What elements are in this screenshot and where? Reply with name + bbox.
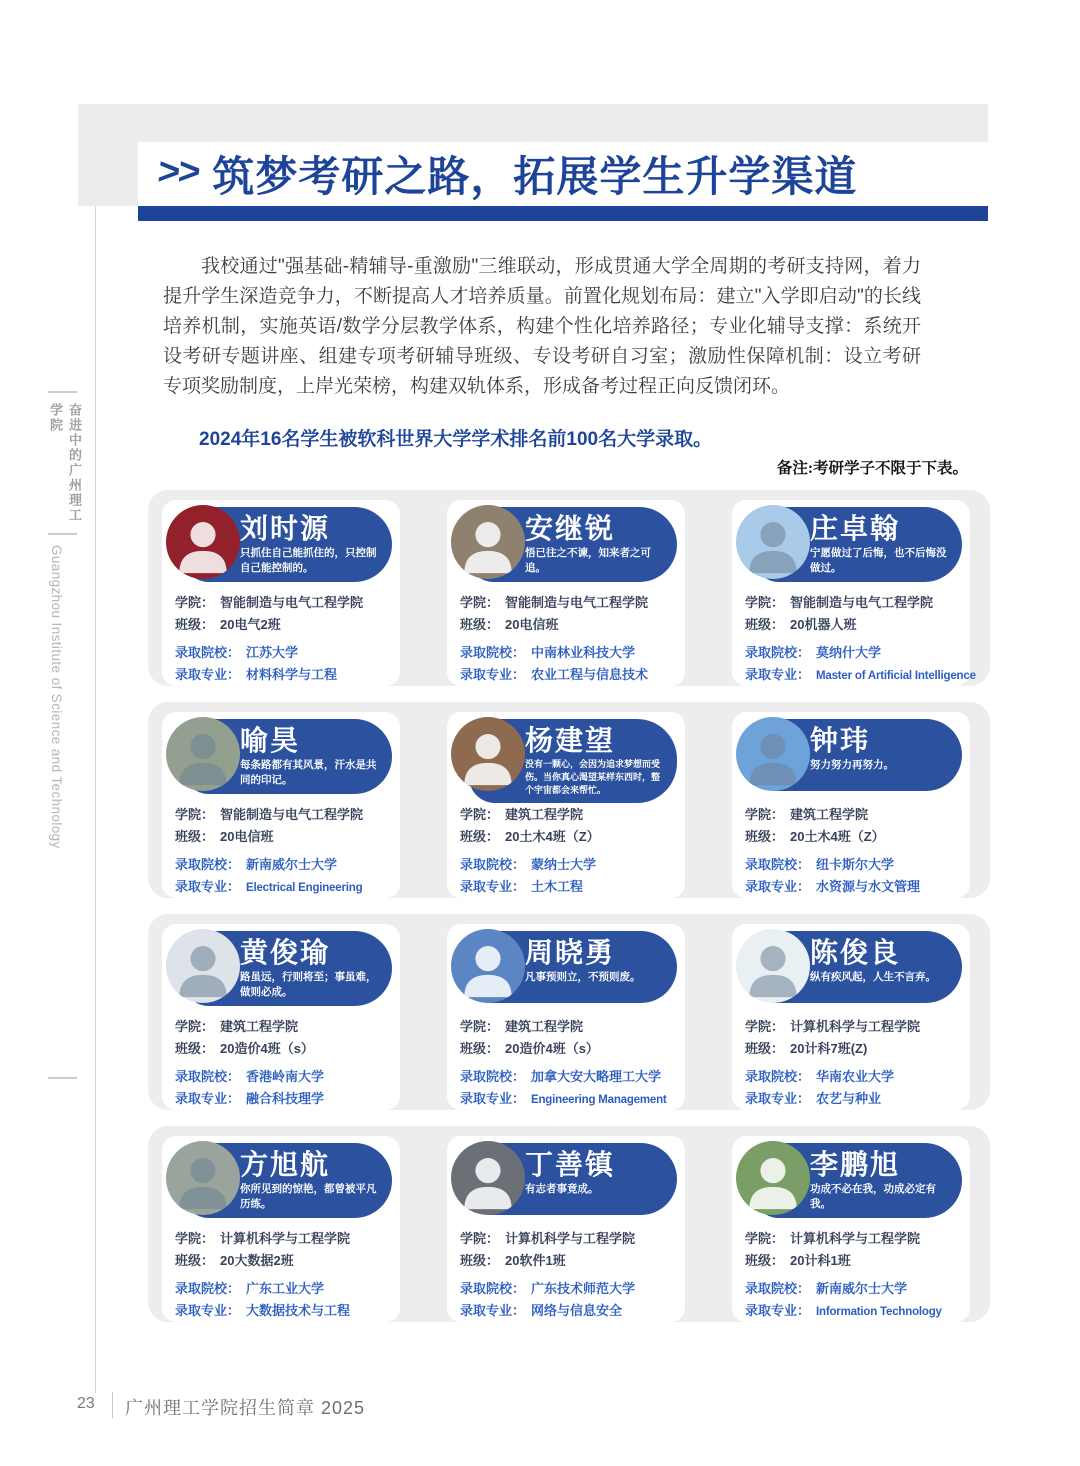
student-card bbox=[162, 712, 400, 898]
student-name: 杨建望 bbox=[525, 725, 616, 756]
student-college-line: 学院： 建筑工程学院 bbox=[745, 807, 869, 822]
student-major-line: 录取专业： 大数据技术与工程 bbox=[175, 1303, 351, 1318]
student-photo bbox=[451, 717, 525, 791]
student-university-line: 录取院校： 中南林业科技大学 bbox=[460, 645, 636, 660]
student-major-line: 录取专业： 水资源与水文管理 bbox=[745, 879, 921, 894]
student-info bbox=[175, 592, 398, 686]
student-quote: 凡事预则立，不预则废。 bbox=[525, 972, 641, 983]
student-info bbox=[175, 1228, 398, 1322]
person-silhouette-icon bbox=[451, 717, 525, 791]
student-info bbox=[745, 1228, 968, 1323]
student-quote: 纵有疾风起，人生不言弃。 bbox=[810, 972, 936, 983]
intro-paragraph: 我校通过"强基础-精辅导-重激励"三维联动，形成贯通大学全周期的考研支持网，着力提升学生深造竞争力，不断提高人才培养质量。前置化规划布局：建立"入学即启动"的长线培养机制，实施英语/数学分层教学体系，构建个性化培养路径；专业化辅导支撑：系统开设考研专题讲座、组建专项考研辅导班级、专设考研自习室；激励性保障机制：设立考研专项奖励制度，上岸光荣榜，构建双轨体系，形成备考过程正向反馈闭环。 bbox=[163, 256, 921, 397]
student-major-line: 录取专业： Engineering Management bbox=[460, 1091, 667, 1106]
sidebar-title-chinese: 奋进中的广州理工学院 bbox=[48, 403, 82, 523]
header-underline-bar bbox=[138, 206, 988, 221]
person-silhouette-icon bbox=[736, 505, 810, 579]
student-university-line: 录取院校： 蒙纳士大学 bbox=[460, 857, 597, 872]
student-card bbox=[447, 500, 685, 686]
student-quote: 功成不必在我，功成必定有我。 bbox=[810, 1184, 936, 1210]
student-major-line: 录取专业： Electrical Engineering bbox=[175, 879, 363, 894]
student-college-line: 学院： 智能制造与电气工程学院 bbox=[460, 595, 649, 610]
student-name: 方旭航 bbox=[240, 1149, 331, 1180]
student-university-line: 录取院校： 江苏大学 bbox=[175, 645, 299, 660]
student-card bbox=[732, 1136, 970, 1322]
student-quote: 宁愿做过了后悔，也不后悔没做过。 bbox=[810, 548, 947, 574]
student-major-line: 录取专业： Information Technology bbox=[745, 1303, 942, 1318]
student-name: 安继锐 bbox=[525, 513, 616, 544]
student-quote: 你所见到的惊艳，都曾被平凡历练。 bbox=[240, 1184, 377, 1210]
student-info bbox=[460, 804, 683, 898]
student-photo bbox=[451, 505, 525, 579]
student-name: 喻昊 bbox=[240, 725, 301, 756]
left-rule-line bbox=[95, 104, 96, 1393]
student-class-line: 班级： 20电气2班 bbox=[175, 617, 281, 632]
student-name: 黄俊瑜 bbox=[240, 937, 331, 968]
student-photo bbox=[736, 1141, 810, 1215]
student-college-line: 学院： 建筑工程学院 bbox=[460, 807, 584, 822]
student-major-line: 录取专业： 材料科学与工程 bbox=[175, 667, 338, 682]
student-info bbox=[175, 1016, 398, 1110]
person-silhouette-icon bbox=[451, 1141, 525, 1215]
student-class-line: 班级： 20土木4班（Z） bbox=[745, 829, 885, 844]
student-university-line: 录取院校： 香港岭南大学 bbox=[175, 1069, 325, 1084]
sidebar-tick-middle bbox=[48, 533, 77, 535]
student-major-line: 录取专业： 农艺与种业 bbox=[745, 1091, 882, 1106]
student-class-line: 班级： 20计科1班 bbox=[745, 1253, 851, 1268]
student-college-line: 学院： 计算机科学与工程学院 bbox=[745, 1019, 921, 1034]
student-info bbox=[745, 804, 968, 898]
student-class-line: 班级： 20机器人班 bbox=[745, 617, 857, 632]
student-quote: 每条路都有其风景，汗水是共同的印记。 bbox=[240, 760, 377, 786]
person-silhouette-icon bbox=[166, 929, 240, 1003]
student-card-row bbox=[148, 1126, 990, 1322]
student-quote: 悟已往之不谏，知来者之可追。 bbox=[525, 548, 651, 574]
student-info bbox=[745, 592, 976, 687]
student-college-line: 学院： 计算机科学与工程学院 bbox=[175, 1231, 351, 1246]
person-silhouette-icon bbox=[166, 1141, 240, 1215]
student-card-row bbox=[148, 702, 990, 898]
student-quote: 有志者事竟成。 bbox=[525, 1184, 599, 1195]
student-card-row bbox=[148, 490, 990, 686]
student-class-line: 班级： 20造价4班（s） bbox=[175, 1041, 314, 1056]
student-card-grid bbox=[148, 490, 990, 1322]
student-name: 钟玮 bbox=[810, 725, 871, 756]
student-name: 周晓勇 bbox=[525, 937, 616, 968]
highlight-statement: 2024年16名学生被软科世界大学学术排名前100名大学录取。 bbox=[199, 429, 713, 450]
student-quote: 只抓住自己能抓住的，只控制自己能控制的。 bbox=[240, 548, 377, 574]
student-college-line: 学院： 智能制造与电气工程学院 bbox=[745, 595, 934, 610]
student-quote: 没有一颗心，会因为追求梦想而受伤。当你真心渴望某样东西时，整个宇宙都会来帮忙。 bbox=[525, 759, 661, 795]
student-card bbox=[162, 924, 400, 1110]
student-name: 庄卓翰 bbox=[810, 513, 901, 544]
student-photo bbox=[736, 929, 810, 1003]
student-info bbox=[460, 1016, 683, 1111]
student-college-line: 学院： 计算机科学与工程学院 bbox=[460, 1231, 636, 1246]
sidebar-title-english: Guangzhou Institute of Science and Technology bbox=[49, 545, 64, 849]
student-name: 丁善镇 bbox=[525, 1149, 616, 1180]
sidebar-tick-bottom bbox=[48, 1077, 77, 1079]
student-photo bbox=[451, 929, 525, 1003]
student-college-line: 学院： 计算机科学与工程学院 bbox=[745, 1231, 921, 1246]
student-college-line: 学院： 智能制造与电气工程学院 bbox=[175, 595, 364, 610]
student-name: 陈俊良 bbox=[810, 937, 901, 968]
person-silhouette-icon bbox=[736, 1141, 810, 1215]
student-card bbox=[447, 1136, 685, 1322]
page-footer bbox=[0, 1392, 1080, 1422]
student-class-line: 班级： 20计科7班(Z) bbox=[745, 1041, 868, 1056]
student-card bbox=[732, 924, 970, 1110]
student-photo bbox=[451, 1141, 525, 1215]
person-silhouette-icon bbox=[736, 929, 810, 1003]
student-college-line: 学院： 智能制造与电气工程学院 bbox=[175, 807, 364, 822]
page-number: 23 bbox=[77, 1395, 95, 1412]
page-title: 筑梦考研之路，拓展学生升学渠道 bbox=[212, 153, 858, 200]
student-photo bbox=[166, 929, 240, 1003]
student-card bbox=[447, 924, 685, 1110]
student-university-line: 录取院校： 广东工业大学 bbox=[175, 1281, 325, 1296]
student-card-row bbox=[148, 914, 990, 1110]
student-major-line: 录取专业： Master of Artificial Intelligence bbox=[745, 667, 976, 682]
student-info bbox=[460, 592, 683, 686]
chevrons-icon: >> bbox=[155, 150, 201, 193]
student-photo bbox=[166, 505, 240, 579]
student-major-line: 录取专业： 农业工程与信息技术 bbox=[460, 667, 649, 682]
student-university-line: 录取院校： 新南威尔士大学 bbox=[175, 857, 338, 872]
student-info bbox=[745, 1016, 968, 1110]
student-class-line: 班级： 20土木4班（Z） bbox=[460, 829, 600, 844]
student-info bbox=[460, 1228, 683, 1322]
student-university-line: 录取院校： 纽卡斯尔大学 bbox=[745, 857, 895, 872]
student-name: 刘时源 bbox=[240, 513, 331, 544]
student-photo bbox=[736, 505, 810, 579]
student-major-line: 录取专业： 融合科技理学 bbox=[175, 1091, 325, 1106]
student-class-line: 班级： 20电信班 bbox=[460, 617, 559, 632]
student-name: 李鹏旭 bbox=[810, 1149, 901, 1180]
student-university-line: 录取院校： 广东技术师范大学 bbox=[460, 1281, 636, 1296]
person-silhouette-icon bbox=[166, 505, 240, 579]
student-card bbox=[732, 712, 970, 898]
student-class-line: 班级： 20电信班 bbox=[175, 829, 274, 844]
student-class-line: 班级： 20造价4班（s） bbox=[460, 1041, 599, 1056]
student-card bbox=[162, 1136, 400, 1322]
student-university-line: 录取院校： 莫纳什大学 bbox=[745, 645, 882, 660]
student-card bbox=[162, 500, 400, 686]
student-quote: 努力努力再努力。 bbox=[810, 760, 894, 771]
header-title-strip bbox=[138, 142, 988, 206]
student-card bbox=[732, 500, 976, 686]
footer-title: 广州理工学院招生简章 2025 bbox=[125, 1398, 366, 1418]
student-quote: 路虽远，行则将至；事虽难，做则必成。 bbox=[240, 972, 377, 998]
student-class-line: 班级： 20大数据2班 bbox=[175, 1253, 294, 1268]
note-text: 备注:考研学子不限于下表。 bbox=[776, 460, 968, 477]
student-major-line: 录取专业： 网络与信息安全 bbox=[460, 1303, 623, 1318]
person-silhouette-icon bbox=[166, 717, 240, 791]
student-major-line: 录取专业： 土木工程 bbox=[460, 879, 584, 894]
person-silhouette-icon bbox=[451, 505, 525, 579]
student-info bbox=[175, 804, 398, 899]
student-card bbox=[447, 712, 685, 898]
sidebar-tick-top bbox=[48, 391, 77, 393]
student-university-line: 录取院校： 加拿大安大略理工大学 bbox=[460, 1069, 662, 1084]
student-class-line: 班级： 20软件1班 bbox=[460, 1253, 566, 1268]
footer-separator bbox=[112, 1392, 113, 1418]
student-college-line: 学院： 建筑工程学院 bbox=[175, 1019, 299, 1034]
student-university-line: 录取院校： 新南威尔士大学 bbox=[745, 1281, 908, 1296]
person-silhouette-icon bbox=[451, 929, 525, 1003]
student-college-line: 学院： 建筑工程学院 bbox=[460, 1019, 584, 1034]
person-silhouette-icon bbox=[736, 717, 810, 791]
student-photo bbox=[736, 717, 810, 791]
student-photo bbox=[166, 1141, 240, 1215]
student-university-line: 录取院校： 华南农业大学 bbox=[745, 1069, 895, 1084]
student-photo bbox=[166, 717, 240, 791]
